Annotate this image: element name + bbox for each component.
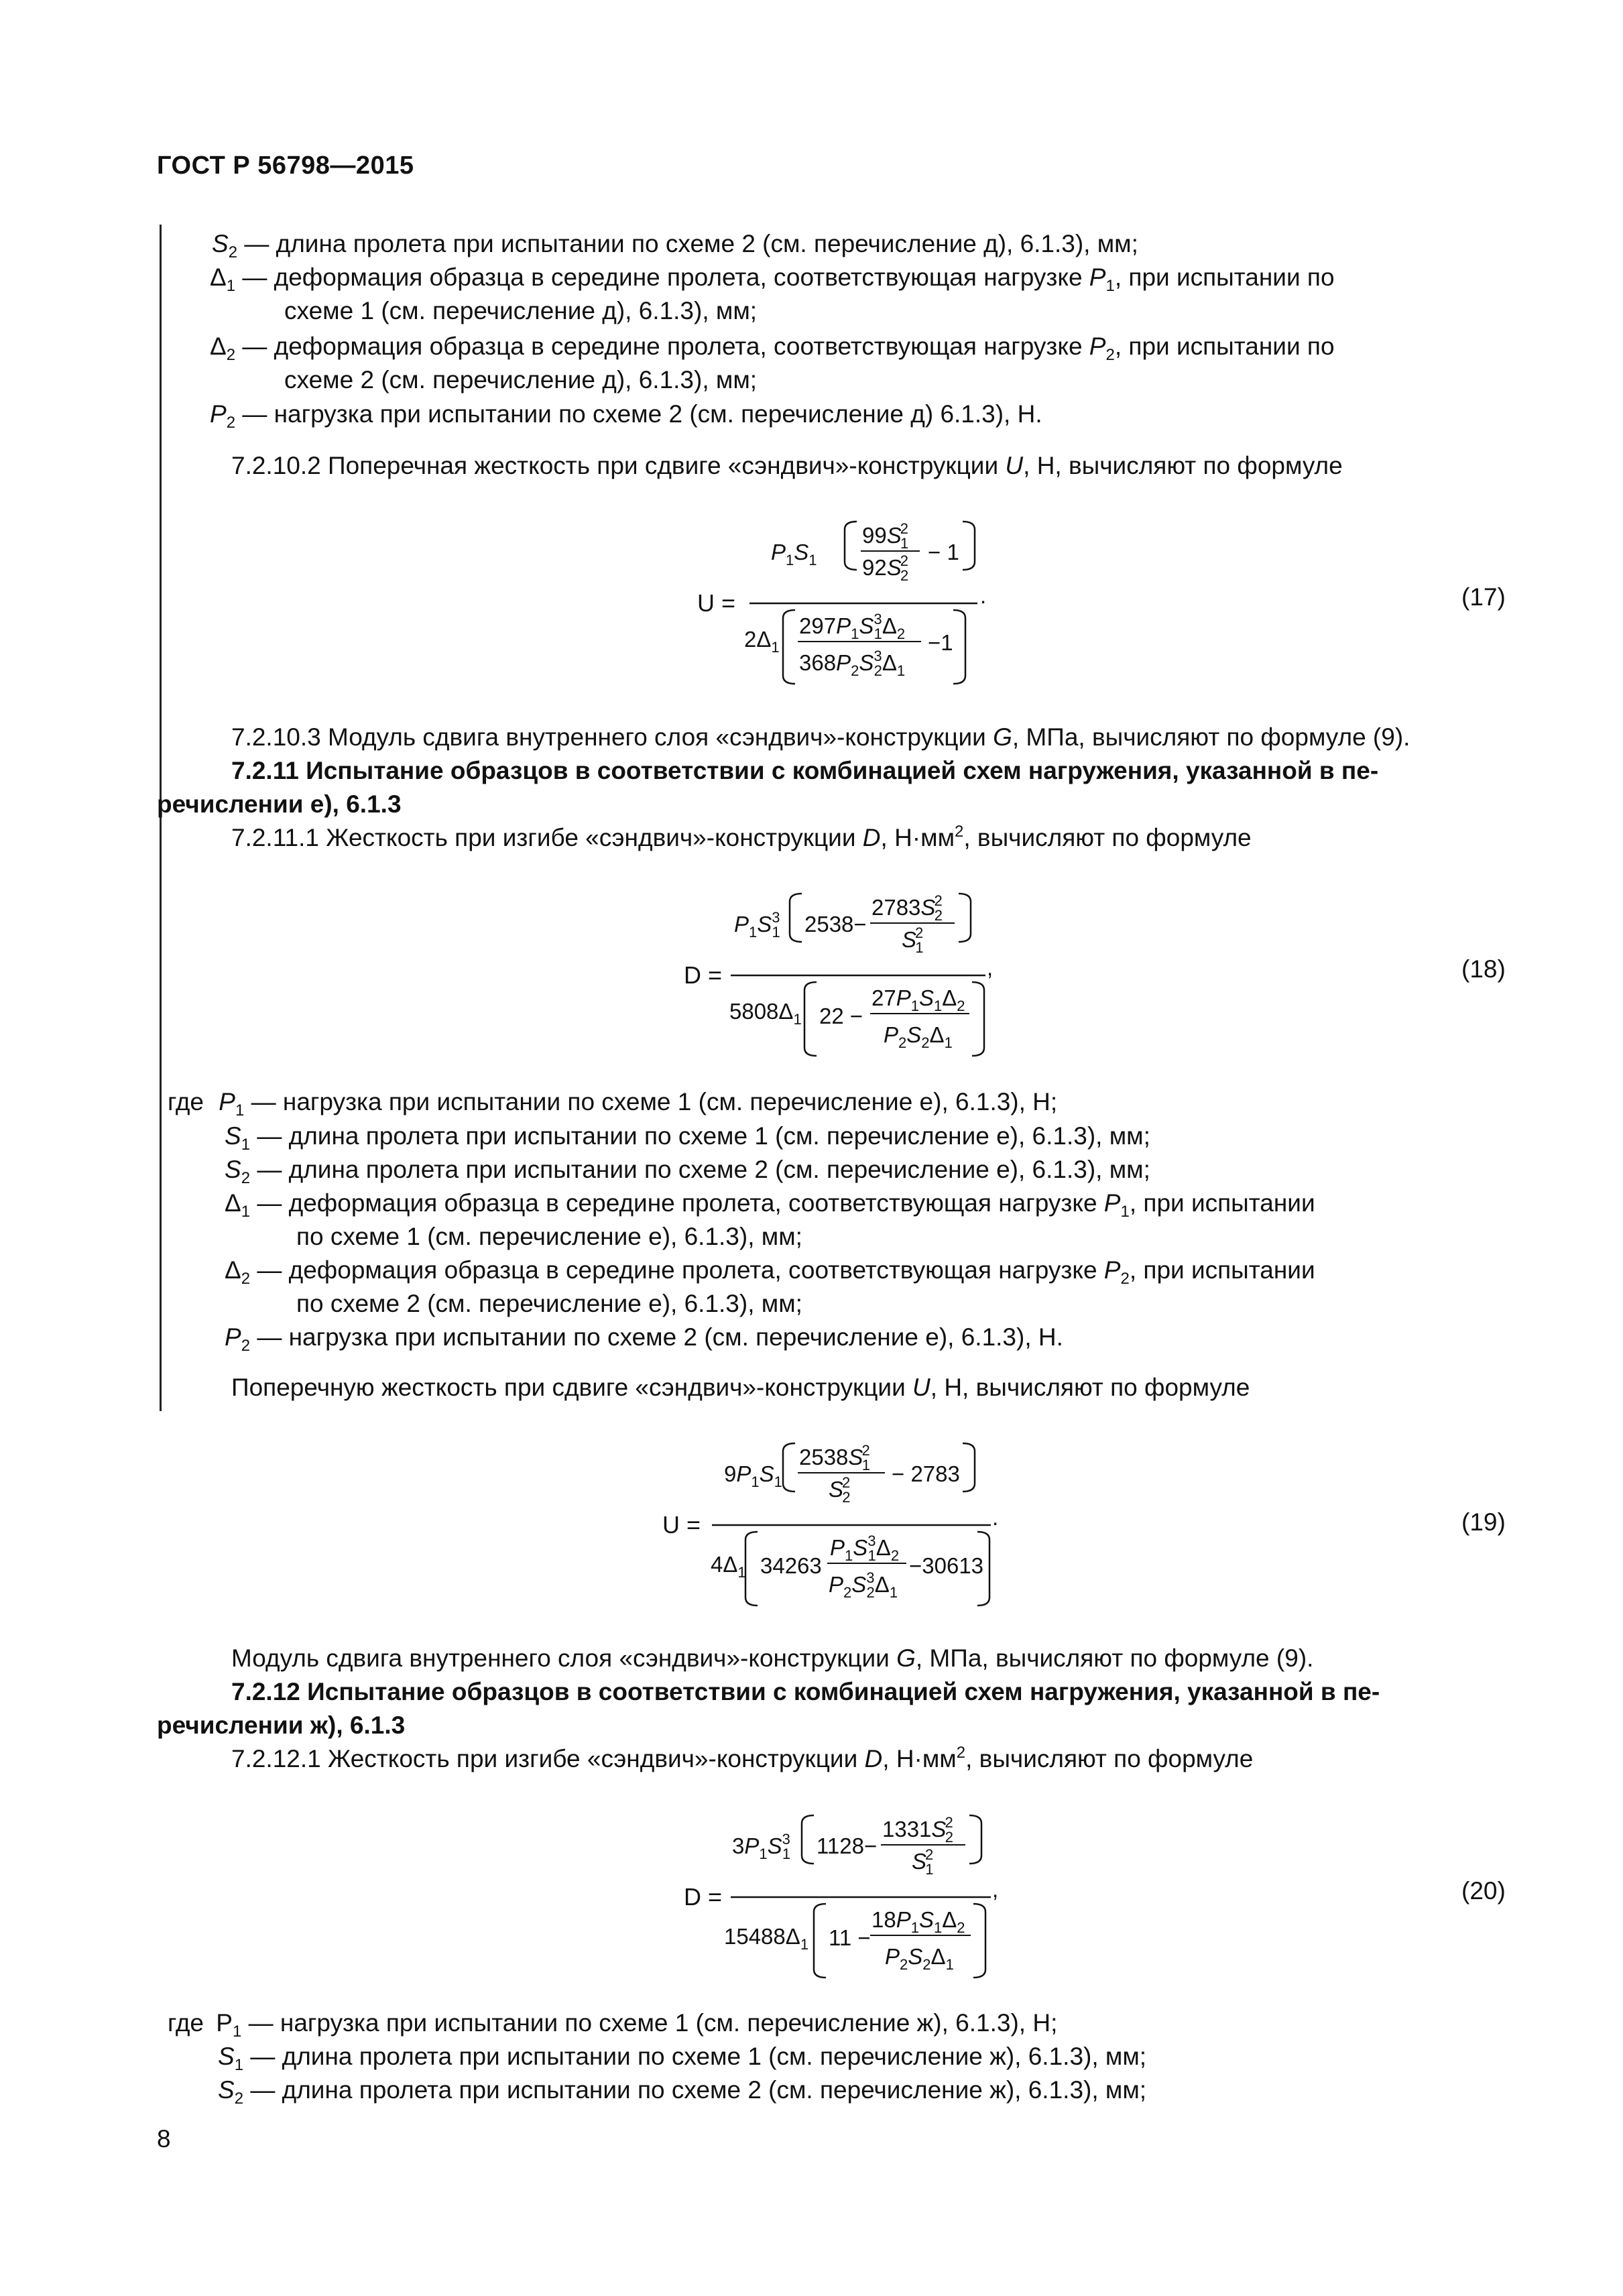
equation-number-19: (19) xyxy=(1461,1508,1506,1536)
svg-text:22 −: 22 − xyxy=(819,1004,863,1028)
page-number: 8 xyxy=(157,2125,171,2153)
svg-text:92S22: 92S2 2 xyxy=(862,552,909,584)
svg-text:U =: U = xyxy=(662,1511,701,1538)
para-7-2-10-3: 7.2.10.3 Модуль сдвига внутреннего слоя «сэндвич»-конструкции G, МПа, вычисляют по формуле (9). xyxy=(231,723,1410,751)
svg-text:11 −: 11 − xyxy=(829,1925,871,1950)
heading-7-2-12: 7.2.12 Испытание образцов в соответствии с комбинацией схем нагружения, указанной в пе- xyxy=(231,1678,1380,1705)
svg-text:,: , xyxy=(992,1877,999,1902)
definition-p1-c: где $P_1$ — нагрузка при испытании по схеме 1 (см. перечисление ж), 6.1.3), Н; xyxy=(168,2009,1058,2041)
para-shear-modulus: Модуль сдвига внутреннего слоя «сэндвич»-конструкции G, МПа, вычисляют по формуле (9). xyxy=(231,1644,1314,1672)
svg-text:.: . xyxy=(980,583,987,608)
svg-text:,: , xyxy=(987,955,994,980)
svg-text:4Δ1: $4\Delta_1$ xyxy=(711,1552,746,1581)
heading-7-2-11-cont: речислении е), 6.1.3 xyxy=(157,790,402,818)
svg-text:S21: S2 1 xyxy=(902,924,924,956)
svg-text:S22: S2 2 xyxy=(829,1474,851,1506)
svg-text:34263: 34263 xyxy=(760,1553,822,1578)
equation-20 xyxy=(670,1803,1046,1981)
definition-s2-b: $S_2$ — длина пролета при испытании по схеме 2 (см. перечисление е), 6.1.3), мм; xyxy=(225,1156,1150,1187)
equation-18 xyxy=(670,882,1046,1059)
svg-text:9P1S1: $9P_1S_1$ xyxy=(724,1461,782,1490)
svg-text:5808Δ1: $5808\Delta_1$ xyxy=(729,999,802,1028)
svg-text:−1: −1 xyxy=(928,630,953,655)
svg-text:P1S31Δ2: $P_1S^3$ $1\Delta_2$ xyxy=(830,1532,900,1564)
svg-text:− 2783: − 2783 xyxy=(892,1461,960,1486)
svg-text:2538S21: 2538S2 1 xyxy=(799,1442,870,1473)
svg-text:27P1S1Δ2: $27P_1S_1\Delta_2$ xyxy=(871,985,965,1014)
para-transverse-stiffness: Поперечную жесткость при сдвиге «сэндвич»-конструкции U, Н, вычисляют по формуле xyxy=(231,1374,1250,1401)
definition-p1: где $P_1$ — нагрузка при испытании по схеме 1 (см. перечисление е), 6.1.3), Н; xyxy=(168,1088,1058,1120)
svg-text:P1S1: $P_1S_1$ xyxy=(771,540,817,568)
svg-text:99S21: 99S2 1 xyxy=(862,520,909,552)
definition-s2: $S_2$ — длина пролета при испытании по схеме 2 (см. перечисление д), 6.1.3), мм; xyxy=(212,230,1138,261)
equation-19 xyxy=(657,1431,1032,1609)
svg-text:1128−: 1128− xyxy=(817,1833,878,1858)
svg-text:P2S32Δ1: $P_2S^3$ $2\Delta_1$ xyxy=(829,1569,898,1601)
svg-text:2783S22: 2783S2 2 xyxy=(871,892,943,924)
document-header: ГОСТ Р 56798—2015 xyxy=(157,152,414,180)
definition-delta2-cont: схеме 2 (см. перечисление д), 6.1.3), мм; xyxy=(284,366,758,394)
definition-delta1-b-cont: по схеме 1 (см. перечисление е), 6.1.3), мм; xyxy=(296,1223,802,1250)
definition-s2-c: $S_2$ — длина пролета при испытании по схеме 2 (см. перечисление ж), 6.1.3), мм; xyxy=(218,2076,1147,2108)
svg-text:368P2S32Δ1: $368P_2S^3$ $2\Delta_1$ xyxy=(799,648,906,679)
svg-text:D =: D = xyxy=(684,961,723,989)
svg-text:−30613: −30613 xyxy=(909,1553,984,1578)
definition-s1: $S_1$ — длина пролета при испытании по схеме 1 (см. перечисление е), 6.1.3), мм; xyxy=(225,1122,1150,1154)
definition-delta1-cont: схеме 1 (см. перечисление д), 6.1.3), мм; xyxy=(284,297,758,324)
svg-text:2Δ1: $2\Delta_1$ xyxy=(744,627,780,656)
para-7-2-10-2: 7.2.10.2 Поперечная жесткость при сдвиге «сэндвич»-конструкции U, Н, вычисляют по формуле xyxy=(231,452,1343,479)
svg-text:D =: D = xyxy=(684,1883,723,1911)
definition-delta1: $\Delta_1$ — деформация образца в середине пролета, соответствующая нагрузке $P_1$, при испытании по xyxy=(210,263,1335,295)
equation-number-17: (17) xyxy=(1461,583,1506,611)
definition-p2-b: $P_2$ — нагрузка при испытании по схеме 2 (см. перечисление е), 6.1.3), Н. xyxy=(225,1323,1063,1355)
definition-p2: $P_2$ — нагрузка при испытании по схеме 2 (см. перечисление д) 6.1.3), Н. xyxy=(210,400,1042,432)
svg-text:2538−: 2538− xyxy=(804,912,867,936)
heading-7-2-12-cont: речислении ж), 6.1.3 xyxy=(157,1711,406,1739)
svg-text:P1S31: $P_1S^3$ 1 xyxy=(734,909,780,941)
definition-delta2: $\Delta_2$ — деформация образца в середине пролета, соответствующая нагрузке $P_2$, при испытании по xyxy=(210,333,1335,364)
svg-text:P2S2Δ1: $P_2S_2\Delta_1$ xyxy=(885,1944,954,1973)
svg-text:18P1S1Δ2: $18P_1S_1\Delta_2$ xyxy=(871,1907,965,1936)
svg-text:297P1S31Δ2: $297P_1S^3$ $1\Delta_2$ xyxy=(799,611,906,642)
para-7-2-12-1: 7.2.12.1 Жесткость при изгибе «сэндвич»-конструкции D, $Н\cdot мм^2$, вычисляют по формуле xyxy=(231,1744,1254,1772)
para-7-2-11-1: 7.2.11.1 Жесткость при изгибе «сэндвич»-конструкции D, $Н\cdot мм^2$, вычисляют по формуле xyxy=(231,823,1252,851)
svg-text:− 1: − 1 xyxy=(928,540,959,564)
equation-number-20: (20) xyxy=(1461,1877,1506,1905)
heading-7-2-11: 7.2.11 Испытание образцов в соответствии с комбинацией схем нагружения, указанной в пе- xyxy=(231,757,1379,784)
definition-delta2-b: $\Delta_2$ — деформация образца в середине пролета, соответствующая нагрузке $P_2$, при испытании xyxy=(225,1256,1315,1288)
svg-text:1331S22: 1331S2 2 xyxy=(882,1814,953,1846)
svg-text:15488Δ1: $15488\Delta_1$ xyxy=(724,1924,809,1953)
svg-text:U =: U = xyxy=(697,589,736,617)
definition-delta2-b-cont: по схеме 2 (см. перечисление е), 6.1.3), мм; xyxy=(296,1290,802,1317)
svg-text:P2S2Δ1: $P_2S_2\Delta_1$ xyxy=(884,1022,953,1051)
definition-s1-c: $S_1$ — длина пролета при испытании по схеме 1 (см. перечисление ж), 6.1.3), мм; xyxy=(218,2043,1147,2074)
svg-text:3P1S31: $3P_1S^3$ 1 xyxy=(732,1831,791,1862)
svg-text:S21: S2 1 xyxy=(912,1846,934,1878)
equation-17 xyxy=(670,509,1046,687)
definition-delta1-b: $\Delta_1$ — деформация образца в середине пролета, соответствующая нагрузке $P_1$, при испытании xyxy=(225,1189,1315,1221)
equation-number-18: (18) xyxy=(1461,955,1506,983)
svg-text:.: . xyxy=(992,1505,999,1530)
